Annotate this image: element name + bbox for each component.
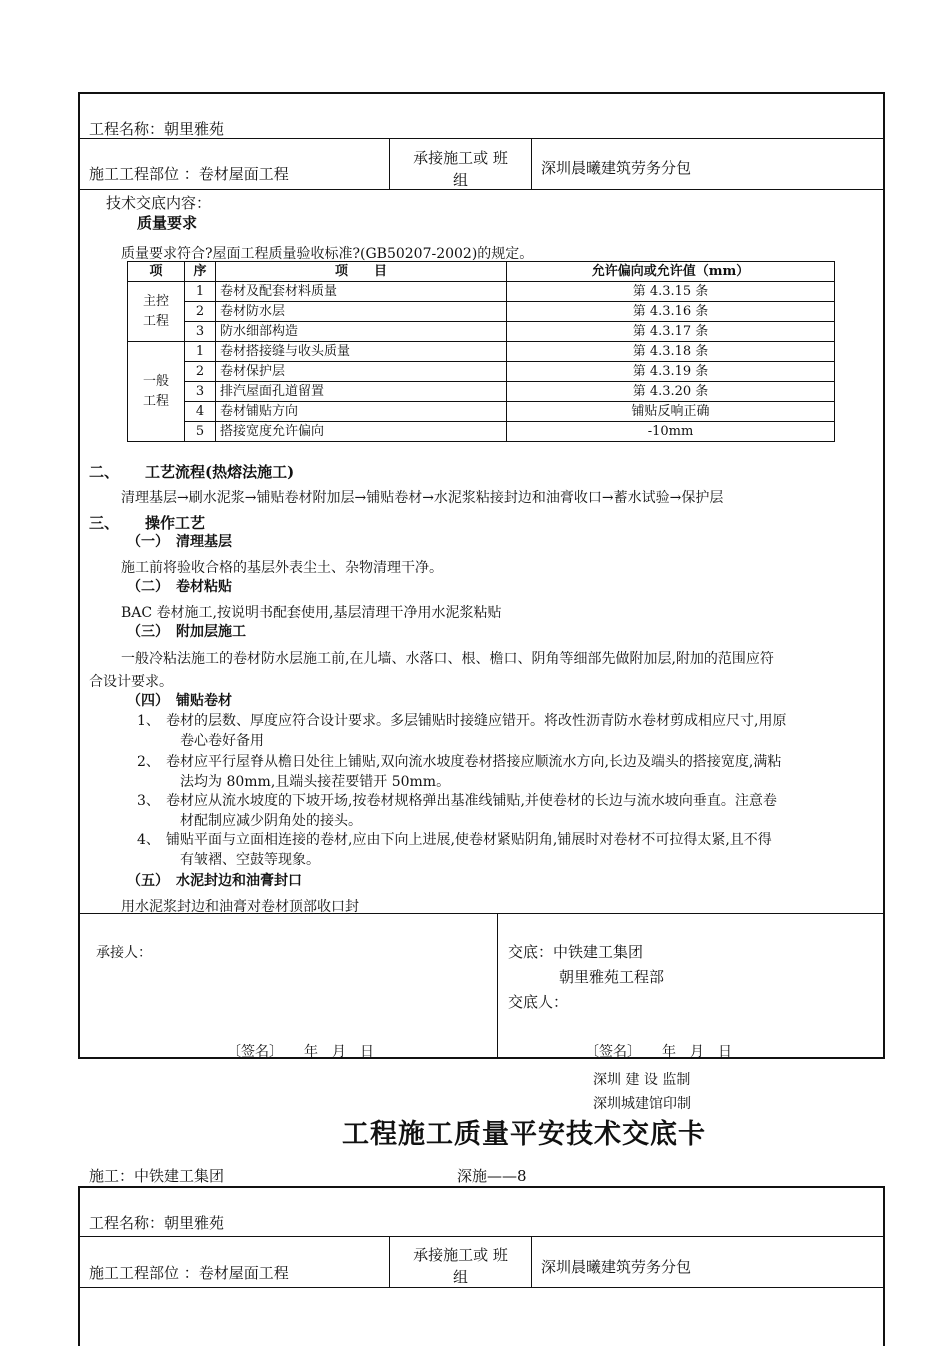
construction-part: 施工工程部位 ：卷材屋面工程 xyxy=(89,165,289,183)
row-value: 第 4.3.20 条 xyxy=(507,382,835,402)
s4-item-2-line2: 法均为 80mm,且端头接茬要错开 50mm。 xyxy=(180,774,451,790)
row-no: 5 xyxy=(185,422,216,442)
s4-item-2-line1: 卷材应平行屋脊从檐日处往上铺贴,双向流水坡度卷材搭接应顺流水方向,长边及端头的搭接宽度,满粘 xyxy=(166,754,782,770)
table-row xyxy=(128,302,835,322)
quality-table xyxy=(127,261,835,442)
signature-divider xyxy=(79,913,884,914)
row-value: 第 4.3.17 条 xyxy=(507,322,835,342)
s4-item-3-line1: 卷材应从流水坡度的下坡开场,按卷材规格弹出基准线铺贴,并使卷材的长边与流水坡向垂直。注意卷 xyxy=(166,793,777,809)
table-row xyxy=(128,422,835,442)
row-item: 排汽屋面孔道留置 xyxy=(216,382,507,402)
row-item: 防水细部构造 xyxy=(216,322,507,342)
card1-col-divider-b xyxy=(531,138,532,189)
section2-number: 二、 xyxy=(89,463,120,481)
row-no: 4 xyxy=(185,402,216,422)
row-no: 3 xyxy=(185,382,216,402)
sign-date-left: 〔签名〕 年 月 日 xyxy=(227,1044,374,1060)
s4-item-4-num: 4、 xyxy=(137,832,160,848)
group1-line2: 工程 xyxy=(142,313,169,329)
row-no: 2 xyxy=(185,302,216,322)
section2-title: 工艺流程(热熔法施工) xyxy=(145,463,295,481)
card2-project-name: 工程名称：朝里雅苑 xyxy=(89,1214,225,1232)
card-title: 工程施工质量平安技术交底卡 xyxy=(342,1119,706,1150)
card2-contractor-value: 深圳晨曦建筑劳务分包 xyxy=(541,1258,692,1276)
s4-item-4-line1: 铺贴平面与立面相连接的卷材,应由下向上进展,使卷材紧贴阴角,铺展时对卷材不可拉得太紧,且不得 xyxy=(166,832,772,848)
header-seq: 序 xyxy=(185,262,216,282)
construction-company: 施工：中铁建工集团 xyxy=(89,1167,225,1185)
row-item: 卷材防水层 xyxy=(216,302,507,322)
subsection3-text-line1: 一般冷粘法施工的卷材防水层施工前,在儿墙、水落口、根、檐口、阴角等细部先做附加层,附加的范围应符 xyxy=(121,651,774,667)
s4-item-1-line2: 卷心卷好备用 xyxy=(180,733,264,749)
row-item: 卷材保护层 xyxy=(216,362,507,382)
table-row xyxy=(128,362,835,382)
row-item: 卷材铺贴方向 xyxy=(216,402,507,422)
project-name: 工程名称：朝里雅苑 xyxy=(89,120,225,138)
row-no: 3 xyxy=(185,322,216,342)
group-main-control xyxy=(128,282,185,342)
subsection2-title: （二） 卷材粘贴 xyxy=(127,579,232,595)
subsection1-title: （一） 清理基层 xyxy=(127,534,232,550)
row-item: 卷材及配套材料质量 xyxy=(216,282,507,302)
row-no: 1 xyxy=(185,342,216,362)
issuer-person-label: 交底人： xyxy=(508,993,569,1011)
row-value: 铺贴反响正确 xyxy=(507,402,835,422)
contractor-label-line2: 组 xyxy=(452,171,468,189)
section3-title: 操作工艺 xyxy=(145,514,206,532)
card2-contractor-label-line1: 承接施工或 班 xyxy=(413,1246,508,1264)
s4-item-3-num: 3、 xyxy=(137,793,160,809)
issuer-org-line1: 交底：中铁建工集团 xyxy=(508,943,644,961)
card2-contractor-label-line2: 组 xyxy=(452,1268,468,1286)
row-item: 搭接宽度允许偏向 xyxy=(216,422,507,442)
group2-line1: 一般 xyxy=(142,373,169,389)
footer-supervise: 深圳 建 设 监制 xyxy=(593,1072,691,1088)
table-row xyxy=(128,402,835,422)
section3-number: 三、 xyxy=(89,514,120,532)
quality-heading: 质量要求 xyxy=(137,214,198,232)
group1-line1: 主控 xyxy=(142,293,169,309)
s4-item-4-line2: 有皱褶、空鼓等现象。 xyxy=(180,852,320,868)
card2-contractor-label xyxy=(390,1244,531,1288)
contractor-value: 深圳晨曦建筑劳务分包 xyxy=(541,159,692,177)
s4-item-1-num: 1、 xyxy=(137,713,160,729)
card2-col-divider-b xyxy=(531,1236,532,1287)
row-value: 第 4.3.18 条 xyxy=(507,342,835,362)
subsection3-text-line2: 合设计要求。 xyxy=(89,674,173,690)
row-value: 第 4.3.16 条 xyxy=(507,302,835,322)
section2-text: 清理基层→刷水泥浆→铺贴卷材附加层→铺贴卷材→水泥浆粘接封边和油膏收口→蓄水试验→保护层 xyxy=(121,490,724,506)
group2-line2: 工程 xyxy=(142,393,169,409)
subsection5-text: 用水泥浆封边和油膏对卷材顶部收口封 xyxy=(121,899,359,915)
subsection1-text: 施工前将验收合格的基层外表尘土、杂物清理干净。 xyxy=(121,560,443,576)
row-value: -10mm xyxy=(507,422,835,442)
card2-divider-1 xyxy=(79,1236,884,1237)
signature-col-divider xyxy=(497,913,498,1058)
header-item: 项 目 xyxy=(216,262,507,282)
row-value: 第 4.3.19 条 xyxy=(507,362,835,382)
sign-date-right: 〔签名〕 年 月 日 xyxy=(585,1044,732,1060)
row-item: 卷材搭接缝与收头质量 xyxy=(216,342,507,362)
table-row xyxy=(128,342,835,362)
tech-intro-label: 技术交底内容： xyxy=(106,194,212,212)
contractor-label-line1: 承接施工或 班 xyxy=(413,149,508,167)
table-row xyxy=(128,322,835,342)
s4-item-1-line1: 卷材的层数、厚度应符合设计要求。多层铺贴时接缝应错开。将改性沥青防水卷材剪成相应尺寸,用原 xyxy=(166,713,787,729)
table-row xyxy=(128,382,835,402)
row-value: 第 4.3.15 条 xyxy=(507,282,835,302)
header-category: 项 xyxy=(128,262,185,282)
row-no: 2 xyxy=(185,362,216,382)
row-no: 1 xyxy=(185,282,216,302)
footer-print: 深圳城建馆印制 xyxy=(593,1096,691,1112)
contractor-label xyxy=(390,147,531,191)
issuer-org-line2: 朝里雅苑工程部 xyxy=(559,968,665,986)
header-tolerance: 允许偏向或允许值（mm） xyxy=(507,262,835,282)
receiver-label: 承接人： xyxy=(96,945,152,961)
s4-item-3-line2: 材配制应减少阴角处的接头。 xyxy=(180,813,362,829)
form-code: 深施——8 xyxy=(457,1167,527,1185)
subsection3-title: （三） 附加层施工 xyxy=(127,624,246,640)
table-row xyxy=(128,282,835,302)
subsection2-text: BAC 卷材施工,按说明书配套使用,基层清理干净用水泥浆粘贴 xyxy=(121,605,502,621)
s4-item-2-num: 2、 xyxy=(137,754,160,770)
card2-construction-part: 施工工程部位 ：卷材屋面工程 xyxy=(89,1264,289,1282)
subsection5-title: （五） 水泥封边和油膏封口 xyxy=(127,873,302,889)
group-general xyxy=(128,342,185,442)
subsection4-title: （四） 铺贴卷材 xyxy=(127,693,232,709)
table-header-row xyxy=(128,262,835,282)
quality-text: 质量要求符合?屋面工程质量验收标准?(GB50207-2002)的规定。 xyxy=(121,246,534,262)
